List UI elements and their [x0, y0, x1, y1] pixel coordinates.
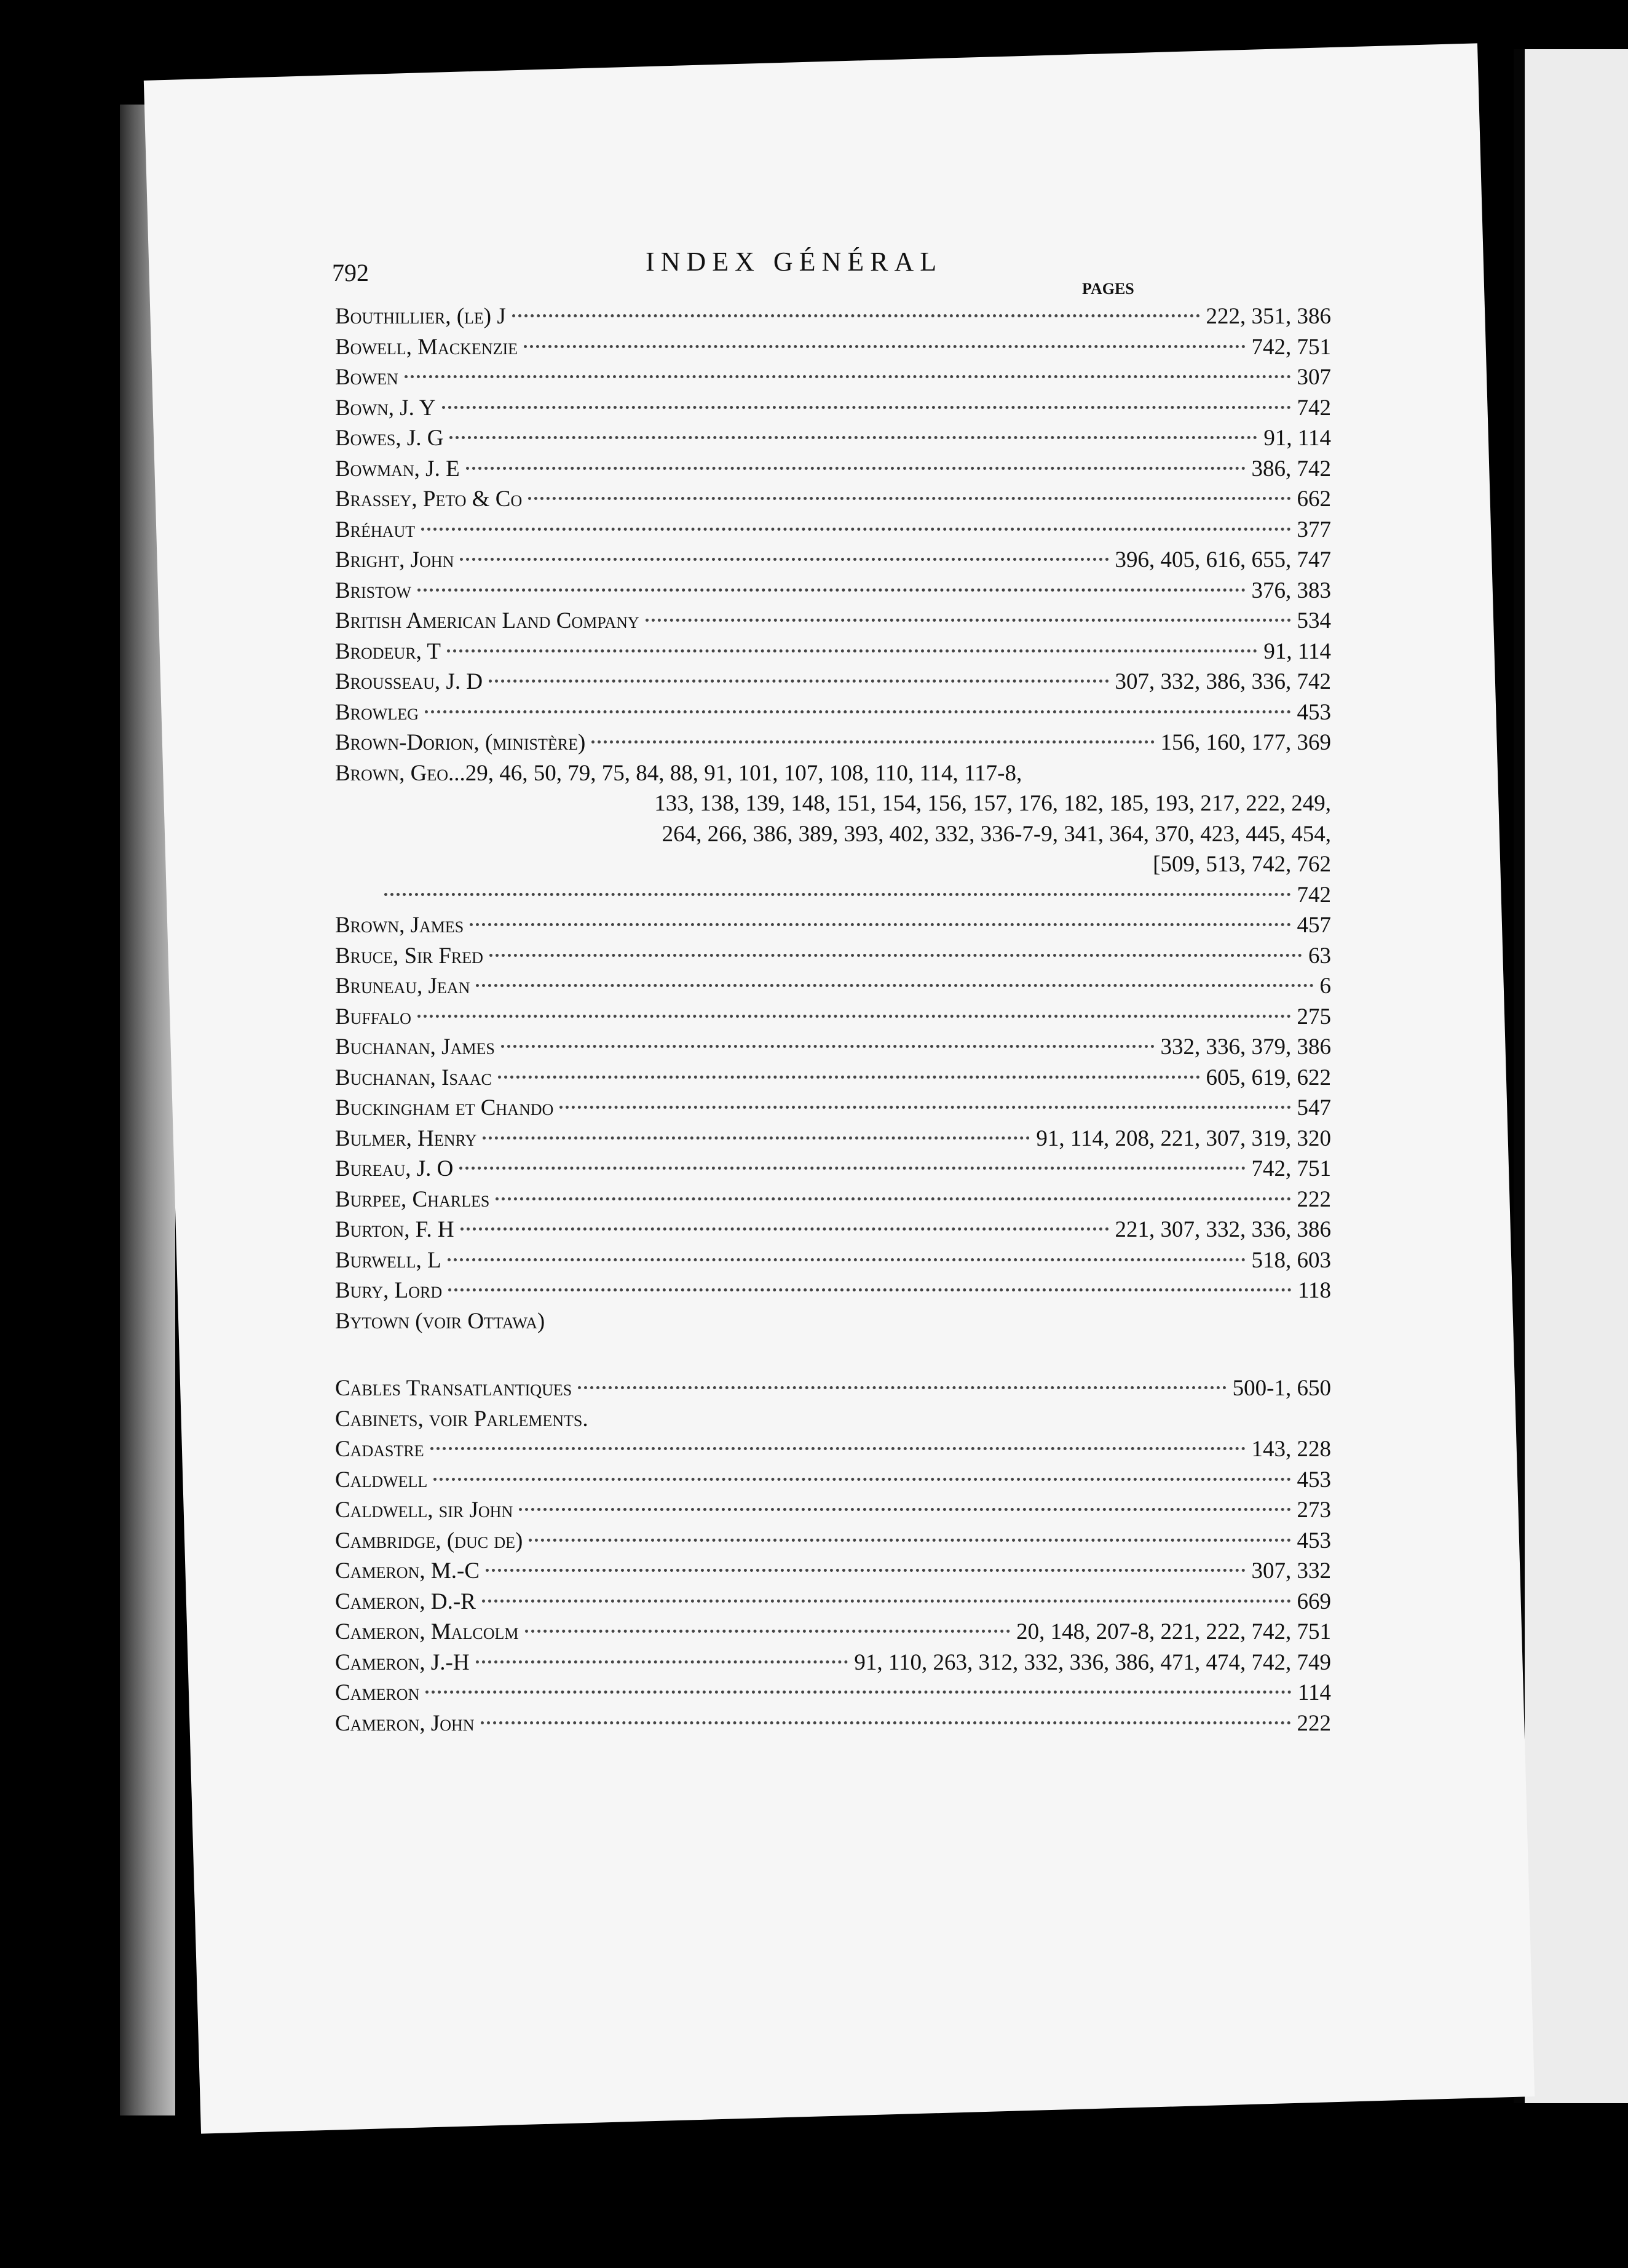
index-entries — [335, 301, 1331, 1739]
dot-leader — [448, 1258, 1246, 1261]
dot-leader — [498, 1076, 1200, 1079]
dot-leader — [470, 923, 1290, 926]
dot-leader — [466, 467, 1246, 470]
dot-leader — [529, 1539, 1290, 1542]
entry-name: Cabinets, voir Parlements. — [335, 1406, 588, 1432]
entry-page-refs: 742, 751 — [1251, 1156, 1331, 1181]
entry-name: Cameron, D.-R — [335, 1588, 476, 1614]
dot-leader — [384, 893, 1291, 896]
entry-name: Bowes, J. G — [335, 426, 444, 451]
entry-page-refs: 453 — [1297, 1467, 1331, 1493]
index-entry — [335, 1215, 1331, 1245]
dot-leader — [482, 1600, 1291, 1603]
entry-page-refs: 222 — [1297, 1710, 1331, 1736]
entry-page-refs: 307, 332 — [1251, 1558, 1331, 1584]
index-entry — [335, 1336, 1331, 1373]
entry-name: Browleg — [335, 699, 419, 725]
running-head: INDEX GÉNÉRAL — [646, 247, 943, 277]
index-entry — [335, 636, 1331, 667]
index-entry — [335, 1465, 1331, 1496]
dot-leader — [405, 375, 1291, 378]
index-entry — [335, 1306, 1331, 1337]
page-number: 792 — [332, 259, 369, 287]
entry-name: Bowen — [335, 365, 398, 390]
index-entry — [335, 362, 1331, 393]
entry-name: Bruce, Sir Fred — [335, 943, 483, 969]
entry-name: Brousseau, J. D — [335, 669, 483, 694]
entry-name: Cameron, John — [335, 1710, 475, 1736]
index-entry — [335, 1647, 1331, 1678]
entry-name: Caldwell — [335, 1467, 428, 1493]
entry-name: Bruneau, Jean — [335, 973, 470, 999]
index-entry — [335, 849, 1331, 880]
index-entry — [335, 1587, 1331, 1617]
entry-page-refs: 91, 114 — [1263, 638, 1331, 664]
entry-name: Bytown (voir Ottawa) — [335, 1308, 545, 1334]
index-entry — [335, 1404, 1331, 1435]
dot-leader — [417, 1015, 1291, 1018]
entry-page-refs: 742 — [1297, 882, 1331, 908]
index-entry — [335, 545, 1331, 576]
index-entry — [335, 910, 1331, 941]
entry-page-refs: 156, 160, 177, 369 — [1160, 730, 1331, 755]
entry-name: Caldwell, sir John — [335, 1497, 513, 1523]
entry-page-refs: 332, 336, 379, 386 — [1160, 1034, 1331, 1060]
entry-page-refs: 118 — [1297, 1278, 1331, 1303]
index-entry — [335, 880, 1331, 911]
dot-leader — [460, 558, 1108, 561]
entry-name: British American Land Company — [335, 608, 639, 633]
entry-page-refs: 547 — [1297, 1095, 1331, 1120]
entry-page-refs: 63 — [1308, 943, 1331, 969]
index-entry — [335, 1708, 1331, 1739]
entry-page-refs: 273 — [1297, 1497, 1331, 1523]
dot-leader — [528, 497, 1290, 500]
entry-name: Buckingham et Chando — [335, 1095, 554, 1120]
entry-page-refs: 457 — [1297, 913, 1331, 938]
entry-name: Brown, Geo... — [335, 760, 465, 786]
entry-name: Buchanan, Isaac — [335, 1065, 492, 1090]
entry-page-refs: 91, 110, 263, 312, 332, 336, 386, 471, 474, 742, 749 — [854, 1649, 1331, 1675]
entry-page-refs: 307 — [1297, 365, 1331, 390]
entry-name: Bureau, J. O — [335, 1156, 454, 1181]
entry-page-refs: 377 — [1297, 517, 1331, 542]
index-entry — [335, 1093, 1331, 1124]
dot-leader — [476, 984, 1313, 987]
entry-page-refs: 222, 351, 386 — [1206, 304, 1331, 329]
entry-page-refs: 605, 619, 622 — [1206, 1065, 1331, 1090]
entry-page-refs: 662 — [1297, 486, 1331, 512]
entry-name: Cameron — [335, 1680, 420, 1705]
entry-name: Cables Transatlantiques — [335, 1376, 572, 1401]
index-entry — [335, 576, 1331, 606]
index-entry — [335, 423, 1331, 454]
entry-page-refs: 6 — [1319, 973, 1331, 999]
entry-page-refs: 20, 148, 207-8, 221, 222, 742, 751 — [1016, 1619, 1331, 1644]
dot-leader — [591, 740, 1154, 743]
dot-leader — [486, 1569, 1246, 1572]
entry-page-refs: 453 — [1297, 699, 1331, 725]
dot-leader — [501, 1045, 1155, 1048]
index-entry — [335, 1617, 1331, 1647]
index-entry — [335, 393, 1331, 424]
dot-leader — [481, 1721, 1291, 1724]
dot-leader — [483, 1136, 1030, 1140]
entry-name: Brown, James — [335, 913, 464, 938]
dot-leader — [489, 680, 1108, 683]
index-entry — [335, 1063, 1331, 1093]
entry-page-refs: 396, 405, 616, 655, 747 — [1115, 547, 1331, 573]
index-entry — [335, 1154, 1331, 1184]
index-entry — [335, 941, 1331, 972]
index-entry — [335, 971, 1331, 1002]
index-entry — [335, 819, 1331, 850]
dot-leader — [524, 345, 1245, 348]
entry-page-refs: 518, 603 — [1251, 1247, 1331, 1273]
entry-name: Bulmer, Henry — [335, 1125, 477, 1151]
index-entry — [335, 454, 1331, 485]
entry-name: Brodeur, T — [335, 638, 441, 664]
entry-name: Burton, F. H — [335, 1217, 454, 1242]
entry-page-refs: 114 — [1297, 1680, 1331, 1705]
entry-page-refs: 91, 114, 208, 221, 307, 319, 320 — [1036, 1125, 1331, 1151]
index-entry — [335, 758, 1331, 789]
index-entry — [335, 606, 1331, 636]
dot-leader — [459, 1167, 1245, 1170]
dot-leader — [417, 589, 1246, 592]
dot-leader — [430, 1447, 1246, 1450]
entry-name: Bristow — [335, 577, 411, 603]
dot-leader — [496, 1197, 1290, 1200]
index-entry — [335, 515, 1331, 545]
index-entry — [335, 1526, 1331, 1556]
entry-name: Bury, Lord — [335, 1278, 443, 1303]
entry-name: Brassey, Peto & Co — [335, 486, 523, 512]
dot-leader — [578, 1386, 1226, 1389]
index-entry — [335, 301, 1331, 332]
entry-page-refs: 264, 266, 386, 389, 393, 402, 332, 336-7-9, 341, 364, 370, 423, 445, 454, — [662, 821, 1331, 847]
entry-page-refs: 376, 383 — [1251, 577, 1331, 603]
entry-name: Bréhaut — [335, 517, 416, 542]
dot-leader — [525, 1630, 1011, 1633]
index-entry — [335, 1495, 1331, 1526]
entry-page-refs: 307, 332, 386, 336, 742 — [1115, 669, 1331, 694]
dot-leader — [512, 314, 1200, 317]
dot-leader — [442, 406, 1291, 409]
entry-name: Bouthillier, (le) J — [335, 304, 506, 329]
dot-leader — [646, 619, 1291, 622]
index-entry — [335, 1434, 1331, 1465]
entry-name: Buffalo — [335, 1004, 411, 1029]
entry-name: Cameron, Malcolm — [335, 1619, 519, 1644]
dot-leader — [449, 436, 1257, 439]
dot-leader — [460, 1227, 1109, 1231]
entry-name: Burpee, Charles — [335, 1186, 490, 1212]
dot-leader — [425, 1691, 1292, 1694]
entry-page-refs: 500-1, 650 — [1232, 1376, 1331, 1401]
dot-leader — [476, 1660, 848, 1663]
index-entry — [335, 697, 1331, 728]
dot-leader — [448, 1288, 1292, 1291]
entry-name: Burwell, L — [335, 1247, 441, 1273]
index-entry — [335, 1032, 1331, 1063]
dot-leader — [559, 1106, 1290, 1109]
entry-page-refs: 669 — [1297, 1588, 1331, 1614]
entry-name: Brown-Dorion, (ministère) — [335, 730, 586, 755]
entry-page-refs: 275 — [1297, 1004, 1331, 1029]
entry-page-refs: [509, 513, 742, 762 — [1153, 852, 1331, 877]
entry-page-refs: 133, 138, 139, 148, 151, 154, 156, 157, 176, 182, 185, 193, 217, 222, 249, — [654, 791, 1331, 816]
entry-page-refs: 453 — [1297, 1528, 1331, 1553]
index-entry — [335, 1245, 1331, 1276]
index-entry — [335, 1124, 1331, 1154]
index-entry — [335, 788, 1331, 819]
index-entry — [335, 667, 1331, 697]
entry-page-refs: 742 — [1297, 395, 1331, 421]
dot-leader — [433, 1478, 1290, 1481]
entry-name: Bowell, Mackenzie — [335, 334, 518, 360]
entry-name: Bowman, J. E — [335, 456, 460, 482]
dot-leader — [425, 710, 1291, 713]
entry-name: Cameron, J.-H — [335, 1649, 470, 1675]
facing-page-edge — [1514, 49, 1628, 2103]
entry-page-refs: 222 — [1297, 1186, 1331, 1212]
entry-page-refs: 143, 228 — [1251, 1437, 1331, 1462]
dot-leader — [519, 1508, 1290, 1511]
index-entry — [335, 1373, 1331, 1404]
entry-page-refs: 534 — [1297, 608, 1331, 633]
entry-name: Bown, J. Y — [335, 395, 436, 421]
dot-leader — [489, 954, 1302, 957]
index-entry — [335, 1275, 1331, 1306]
entry-page-refs: 29, 46, 50, 79, 75, 84, 88, 91, 101, 107, 108, 110, 114, 117-8, — [465, 760, 1022, 786]
entry-name: Cameron, M.-C — [335, 1558, 480, 1584]
index-entry — [335, 728, 1331, 758]
entry-name: Buchanan, James — [335, 1034, 495, 1060]
index-entry — [335, 1184, 1331, 1215]
index-entry — [335, 1678, 1331, 1708]
entry-page-refs: 386, 742 — [1251, 456, 1331, 482]
entry-name: Cambridge, (duc de) — [335, 1528, 523, 1553]
entry-page-refs: 742, 751 — [1251, 334, 1331, 360]
entry-name: Bright, John — [335, 547, 454, 573]
dot-leader — [421, 528, 1290, 531]
entry-page-refs: 91, 114 — [1263, 426, 1331, 451]
entry-name: Cadastre — [335, 1437, 424, 1462]
index-entry — [335, 332, 1331, 363]
dot-leader — [447, 649, 1257, 652]
entry-page-refs: 221, 307, 332, 336, 386 — [1115, 1217, 1331, 1242]
index-entry — [335, 484, 1331, 515]
index-entry — [335, 1556, 1331, 1587]
index-entry — [335, 1002, 1331, 1033]
pages-column-label: PAGES — [1082, 280, 1134, 298]
